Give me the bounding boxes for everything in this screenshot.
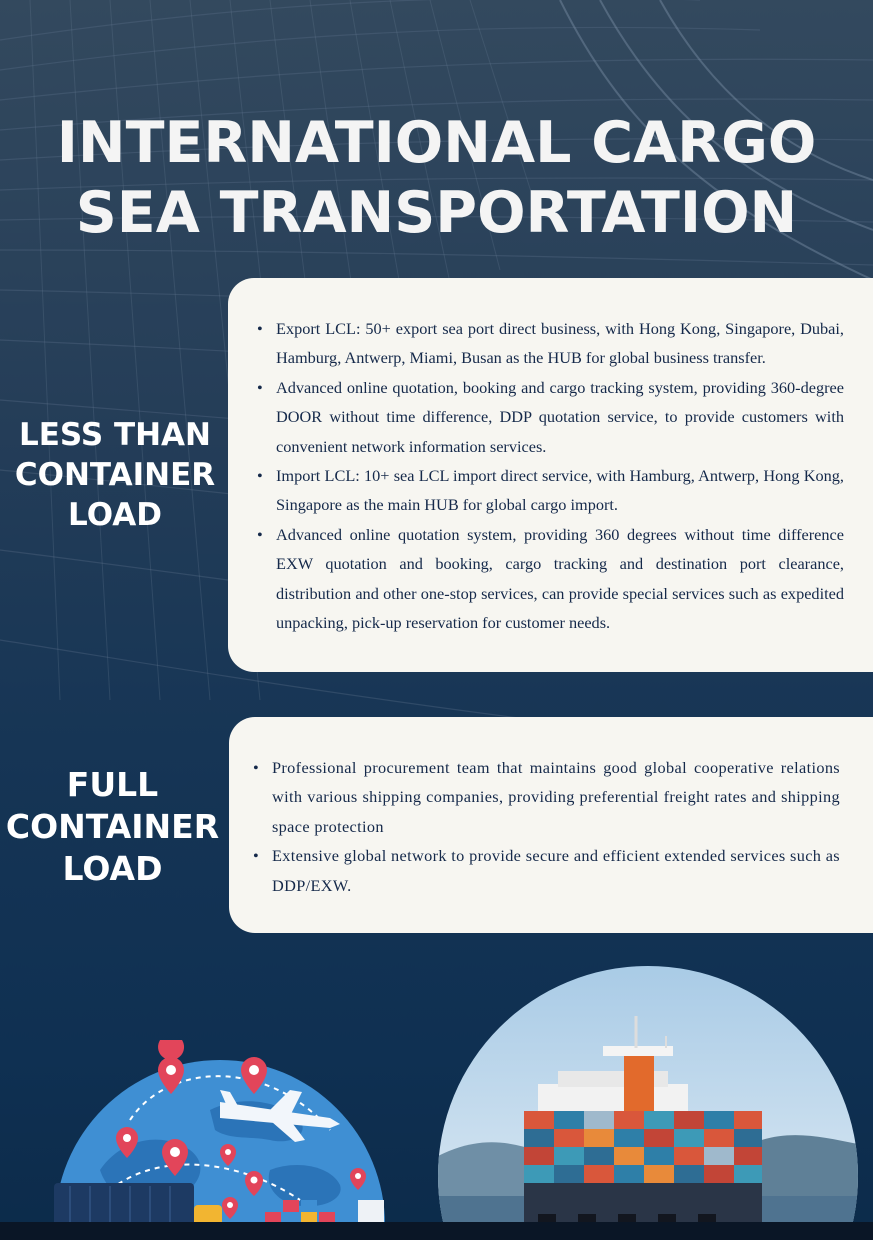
lcl-list bbox=[276, 314, 844, 637]
page-title: INTERNATIONAL CARGO SEA TRANSPORTATION bbox=[56, 110, 817, 246]
fcl-section-label: FULL CONTAINER LOAD bbox=[5, 765, 220, 888]
list-item: • Advanced online quotation system, providing 360 degrees without time difference EXW quotation and booking, cargo tracking and destination port clearance, distribution and other one-stop services, can provide special services such as expedited unpacking, pick-up reservation for customer needs. bbox=[276, 520, 844, 638]
list-item: • Professional procurement team that maintains good global cooperative relations with various shipping companies, providing preferential freight rates and shipping space protection bbox=[272, 753, 840, 841]
lcl-card bbox=[228, 278, 873, 672]
fcl-list bbox=[272, 753, 840, 900]
list-item: • Export LCL: 50+ export sea port direct business, with Hong Kong, Singapore, Dubai, Hamburg, Antwerp, Miami, Busan as the HUB for global business transfer. bbox=[276, 314, 844, 373]
list-item: • Advanced online quotation, booking and cargo tracking system, providing 360-degree DOOR without time difference, DDP quotation service, to provide customers with convenient network information services. bbox=[276, 373, 844, 461]
lcl-section-label: LESS THAN CONTAINER LOAD bbox=[14, 417, 216, 533]
fcl-card bbox=[229, 717, 873, 933]
list-item: • Import LCL: 10+ sea LCL import direct service, with Hamburg, Antwerp, Hong Kong, Singapore as the main HUB for global cargo import. bbox=[276, 461, 844, 520]
container-ship-photo bbox=[438, 966, 858, 1240]
bottom-bar bbox=[0, 1222, 873, 1240]
list-item: • Extensive global network to provide secure and efficient extended services such as DDP/EXW. bbox=[272, 841, 840, 900]
globe-logistics-illustration bbox=[40, 1040, 410, 1240]
